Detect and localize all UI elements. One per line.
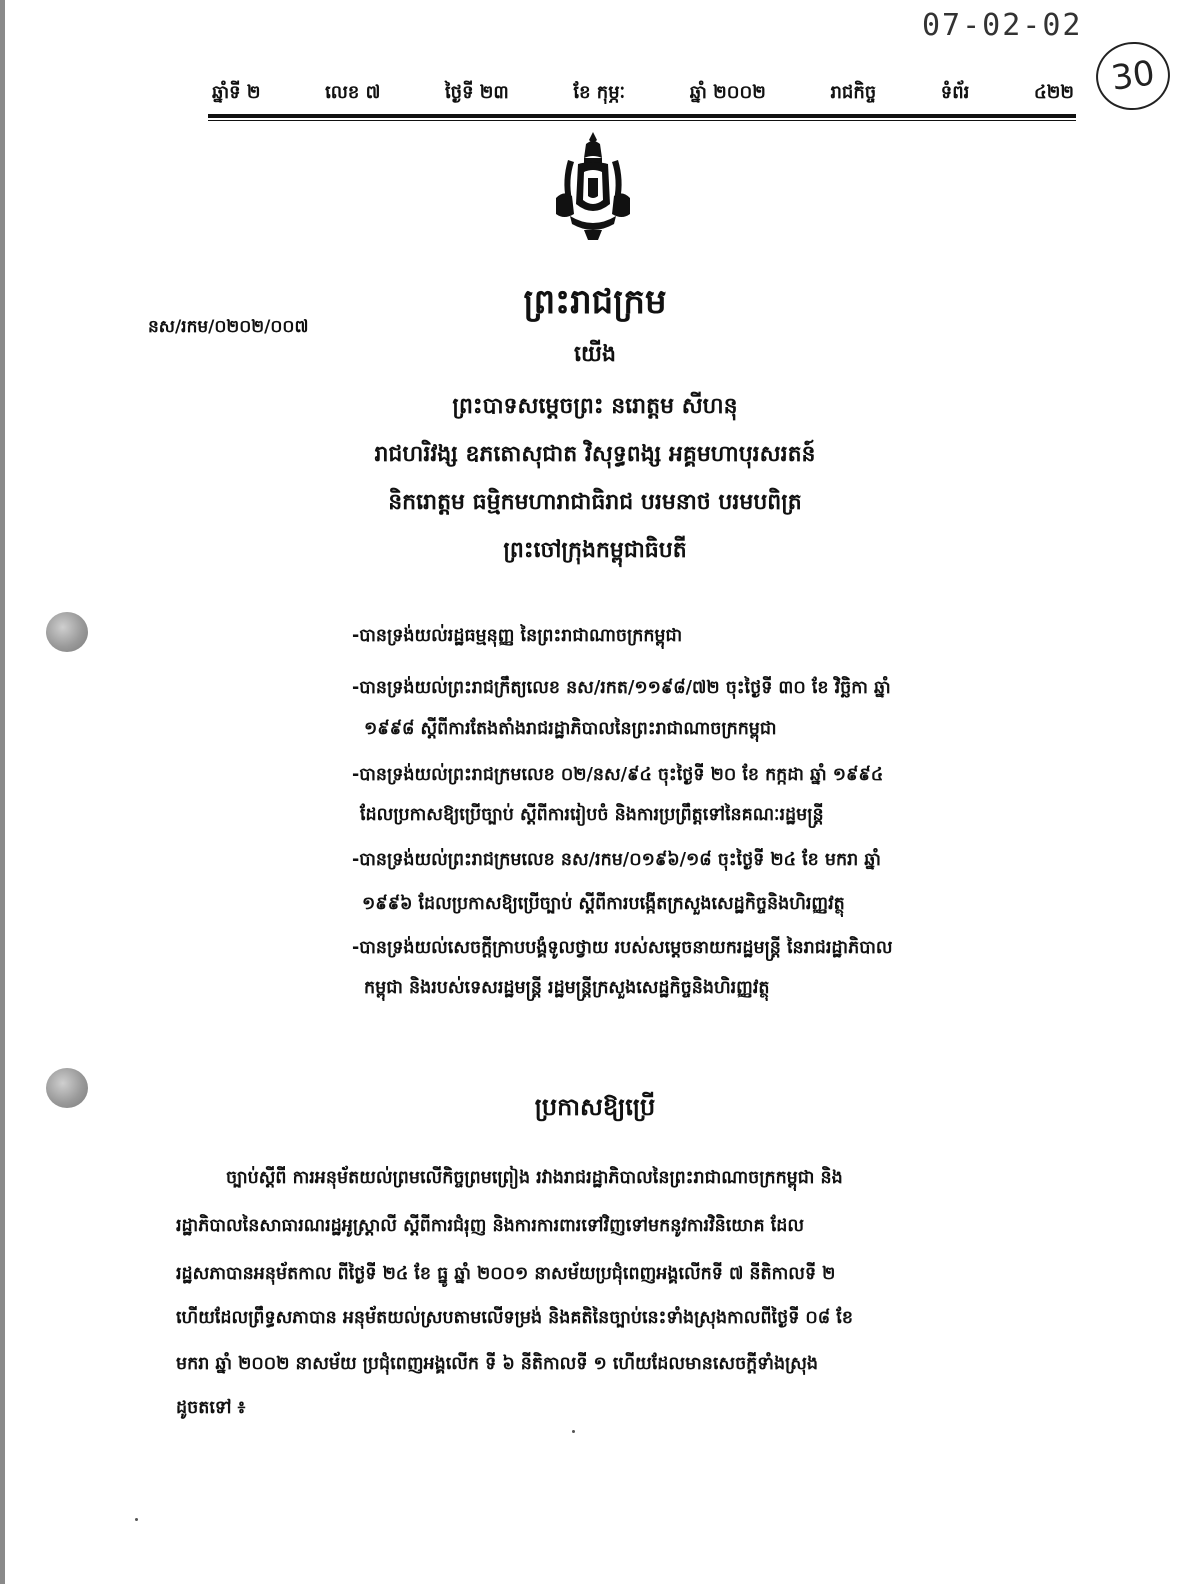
header-issue: លេខ ៧ xyxy=(325,81,381,103)
preamble-line: ដែលប្រកាសឱ្យប្រើច្បាប់ ស្តីពីការរៀបចំ និងការប្រព្រឹត្តទៅនៃគណៈរដ្ឋមន្ត្រី xyxy=(360,805,824,825)
body-line: ហើយដែលព្រឹទ្ធសភាបាន អនុម័តយល់ស្របតាមលើទម្រង់ និងគតិនៃច្បាប់នេះទាំងស្រុងកាលពីថ្ងៃទី ០៨ ខែ xyxy=(176,1308,853,1328)
handwritten-circled-number xyxy=(1092,37,1175,115)
preamble-line: -បានទ្រង់យល់ព្រះរាជក្រមលេខ ០២/នស/៩៤ ចុះថ្ងៃទី ២០ ខែ កក្កដា ឆ្នាំ ១៩៩៤ xyxy=(352,765,884,785)
document-type-title: ព្រះរាជក្រម xyxy=(523,282,667,322)
king-title-line-1: ព្រះបាទសម្តេចព្រះ នរោត្តម សីហនុ xyxy=(452,394,738,419)
body-line: ច្បាប់ស្តីពី ការអនុម័តយល់ព្រមលើកិច្ចព្រមព្រៀង រវាងរាជរដ្ឋាភិបាលនៃព្រះរាជាណាចក្រកម្ពុជា និង xyxy=(226,1168,843,1188)
body-line: មករា ឆ្នាំ ២០០២ នាសម័យ ប្រជុំពេញអង្គលើក ទី ៦ នីតិកាលទី ១ ហើយដែលមានសេចក្តីទាំងស្រុង xyxy=(176,1354,819,1374)
we-heading: យើង xyxy=(574,342,616,367)
header-page-number: ៤២២ xyxy=(1033,81,1074,103)
body-line: រដ្ឋសភាបានអនុម័តកាល ពីថ្ងៃទី ២៤ ខែ ធ្នូ ឆ្នាំ ២០០១ នាសម័យប្រជុំពេញអង្គលើកទី ៧ នីតិកាលទី ២ xyxy=(176,1264,836,1284)
king-title-line-4: ព្រះចៅក្រុងកម្ពុជាធិបតី xyxy=(503,538,687,563)
preamble-line: -បានទ្រង់យល់ព្រះរាជក្រឹត្យលេខ នស/រកត/១១៩៨/៧២ ចុះថ្ងៃទី ៣០ ខែ វិច្ឆិកា ឆ្នាំ xyxy=(352,678,891,698)
circled-number-text: 30 xyxy=(1108,53,1158,99)
decree-reference: នស/រកម/០២០២/០០៧ xyxy=(148,317,309,337)
scan-speck xyxy=(572,1430,575,1433)
preamble-line: -បានទ្រង់យល់ព្រះរាជក្រមលេខ នស/រកម/០១៩៦/១៨ ចុះថ្ងៃទី ២៤ ខែ មករា ឆ្នាំ xyxy=(352,850,881,870)
royal-coat-of-arms-icon xyxy=(548,130,638,242)
body-line: រដ្ឋាភិបាលនៃសាធារណរដ្ឋអូស្ត្រាលី ស្តីពីការជំរុញ និងការការពារទៅវិញទៅមកនូវការវិនិយោគ ដែល xyxy=(176,1216,805,1236)
header-year-ad: ឆ្នាំ ២០០២ xyxy=(689,81,766,103)
punch-hole-top xyxy=(46,612,88,652)
preamble-line: ១៩៩៦ ដែលប្រកាសឱ្យប្រើច្បាប់ ស្តីពីការបង្កើតក្រសួងសេដ្ឋកិច្ចនិងហិរញ្ញវត្ថុ xyxy=(362,894,845,914)
header-day: ថ្ងៃទី ២៣ xyxy=(444,81,509,103)
preamble-line: -បានទ្រង់យល់រដ្ឋធម្មនុញ្ញ នៃព្រះរាជាណាចក្រកម្ពុជា xyxy=(352,626,683,646)
scan-left-edge xyxy=(0,0,5,1584)
gazette-header xyxy=(212,76,1074,110)
header-month: ខែ កុម្ភៈ xyxy=(573,81,626,103)
header-rule-thick xyxy=(208,114,1076,118)
promulgate-heading: ប្រកាសឱ្យប្រើ xyxy=(534,1093,656,1121)
king-title-line-2: រាជហរិវង្ស ឧភតោសុជាត វិសុទ្ធពង្ស អគ្គមហាបុរសរតន៍ xyxy=(374,442,816,467)
king-title-line-3: និករោត្តម ធម្មិកមហារាជាធិរាជ បរមនាថ បរមបពិត្រ xyxy=(388,490,802,515)
header-year: ឆ្នាំទី ២ xyxy=(212,81,261,103)
scan-speck xyxy=(135,1518,138,1521)
header-rule-thin xyxy=(208,120,1076,121)
preamble-line: -បានទ្រង់យល់សេចក្តីក្រាបបង្គំទូលថ្វាយ របស់សម្តេចនាយករដ្ឋមន្ត្រី នៃរាជរដ្ឋាភិបាល xyxy=(352,938,893,958)
header-page-label: ទំព័រ xyxy=(940,81,970,103)
body-line: ដូចតទៅ ៖ xyxy=(176,1398,246,1418)
preamble-line: ១៩៩៨ ស្តីពីការតែងតាំងរាជរដ្ឋាភិបាលនៃព្រះរាជាណាចក្រកម្ពុជា xyxy=(364,719,777,739)
handwritten-date: 07-02-02 xyxy=(922,8,1083,43)
header-publication: រាជកិច្ច xyxy=(830,81,877,103)
preamble-line: កម្ពុជា និងរបស់ទេសរដ្ឋមន្ត្រី រដ្ឋមន្ត្រីក្រសួងសេដ្ឋកិច្ចនិងហិរញ្ញវត្ថុ xyxy=(364,978,770,998)
